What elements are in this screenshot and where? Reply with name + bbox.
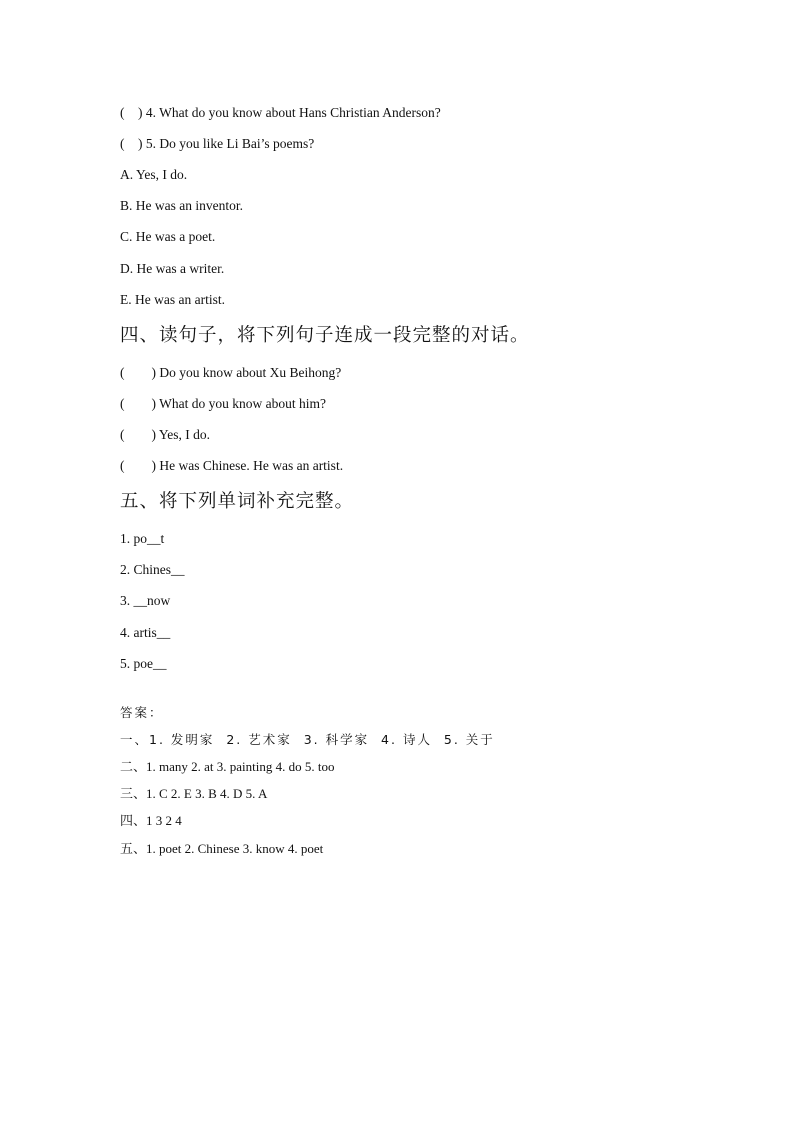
answer-line-5: 五、1. poet 2. Chinese 3. know 4. poet — [120, 841, 324, 856]
answer-line-4: 四、1 3 2 4 — [120, 813, 182, 828]
option-c: C. He was a poet. — [120, 229, 216, 244]
option-e: E. He was an artist. — [120, 292, 225, 307]
word-item-4: 4. artis__ — [120, 625, 171, 640]
section-4-heading: 四、读句子，将下列句子连成一段完整的对话。 — [120, 325, 530, 346]
word-item-2: 2. Chines__ — [120, 562, 185, 577]
dialogue-item-1: ( ) Do you know about Xu Beihong? — [120, 365, 342, 380]
option-a: A. Yes, I do. — [120, 167, 188, 182]
question-5: ( ) 5. Do you like Li Bai’s poems? — [120, 136, 315, 151]
option-b: B. He was an inventor. — [120, 198, 243, 213]
answer-line-1: 一、1. 发明家 2. 艺术家 3. 科学家 4. 诗人 5. 关于 — [120, 732, 495, 747]
word-item-5: 5. poe__ — [120, 656, 167, 671]
dialogue-item-2: ( ) What do you know about him? — [120, 396, 326, 411]
word-item-1: 1. po__t — [120, 531, 165, 546]
option-d: D. He was a writer. — [120, 261, 225, 276]
answer-line-3: 三、1. C 2. E 3. B 4. D 5. A — [120, 786, 268, 801]
dialogue-item-4: ( ) He was Chinese. He was an artist. — [120, 458, 344, 473]
answers-title: 答案： — [120, 705, 164, 720]
answer-line-2: 二、1. many 2. at 3. painting 4. do 5. too — [120, 759, 335, 774]
section-5-heading: 五、将下列单词补充完整。 — [120, 491, 355, 512]
word-item-3: 3. __now — [120, 593, 171, 608]
question-4: ( ) 4. What do you know about Hans Christian Anderson? — [120, 105, 441, 120]
dialogue-item-3: ( ) Yes, I do. — [120, 427, 211, 442]
